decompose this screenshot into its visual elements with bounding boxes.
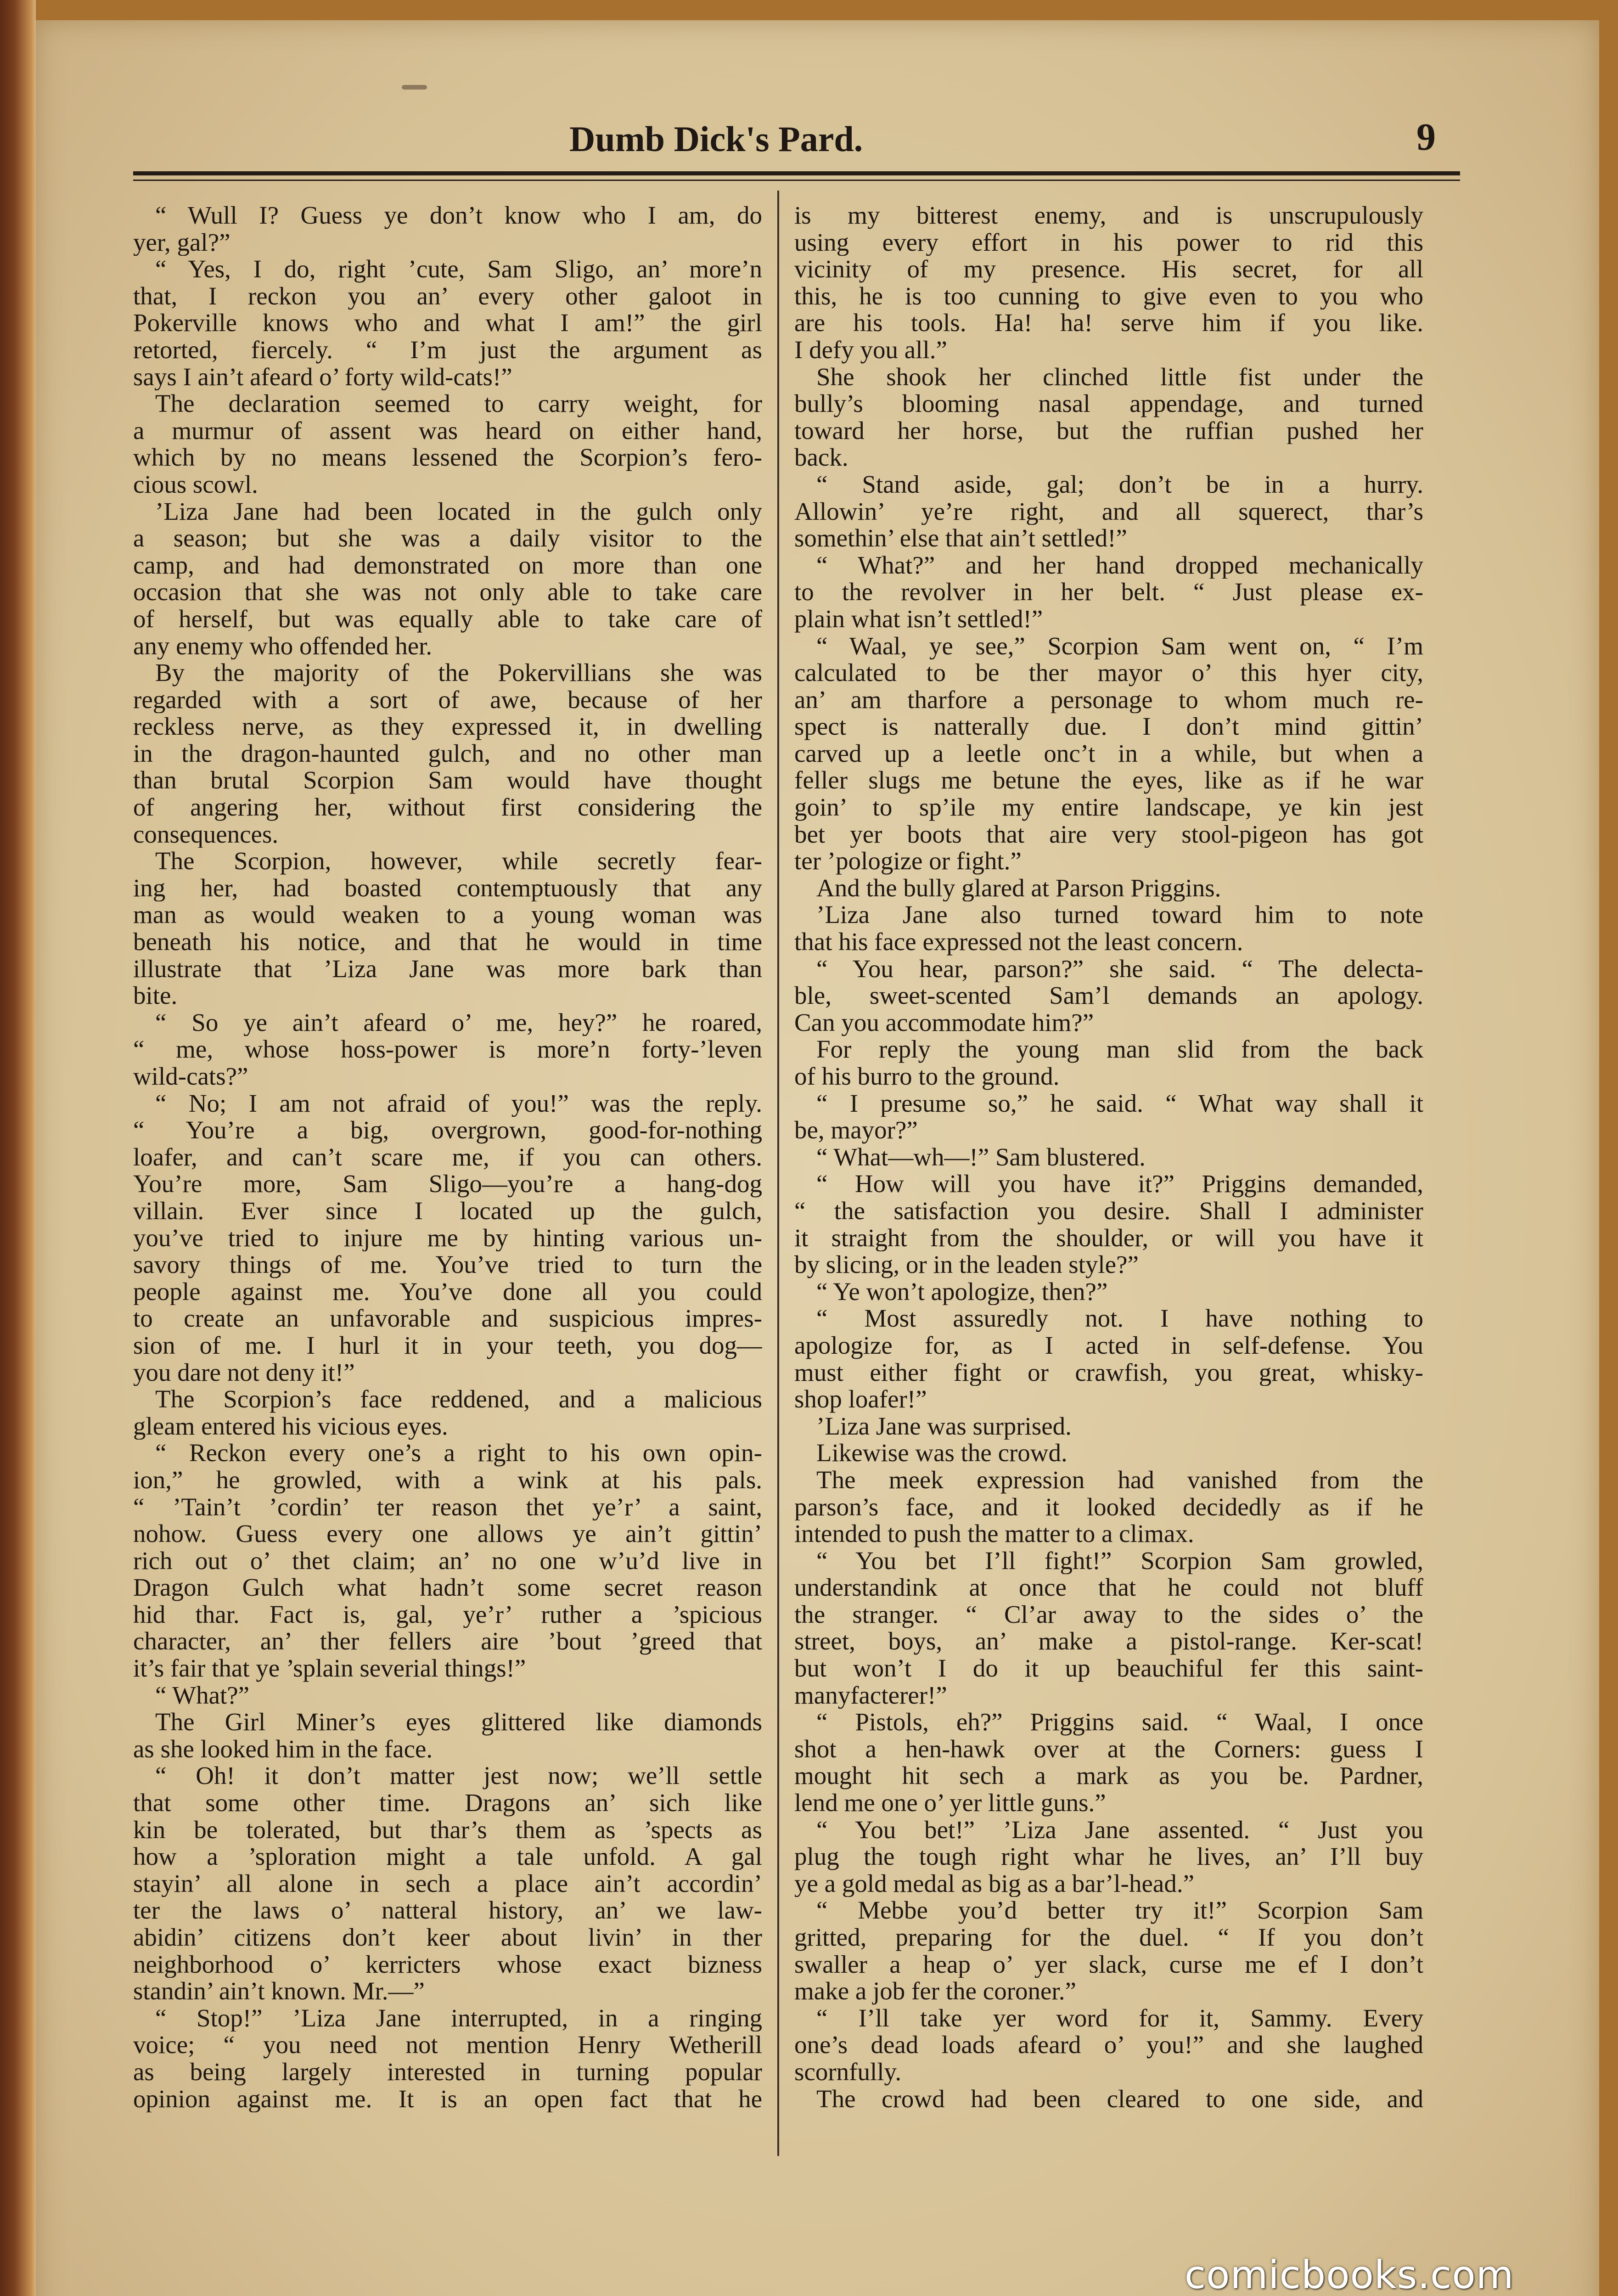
text-line: by slicing, or in the leaden style?” xyxy=(794,1251,1139,1278)
text-line: voice; “ you need not mention Henry Wetherill xyxy=(133,2032,762,2059)
text-line: The declaration seemed to carry weight, for xyxy=(155,390,762,417)
text-line: ing her, had boasted contemptuously that any xyxy=(133,874,762,902)
text-line: how a ’sploration might a tale unfold. A gal xyxy=(133,1843,762,1870)
text-line: “ You bet I’ll fight!” Scorpion Sam growled, xyxy=(816,1547,1423,1575)
text-line: The Scorpion, however, while secretly fear- xyxy=(155,848,762,875)
text-line: The Scorpion’s face reddened, and a malicious xyxy=(155,1386,762,1413)
text-line: abidin’ citizens don’t keer about livin’ in ther xyxy=(133,1924,762,1951)
text-line: as she looked him in the face. xyxy=(133,1735,433,1763)
text-line: a season; but she was a daily visitor to the xyxy=(133,525,762,552)
text-line: “ Pistols, eh?” Priggins said. “ Waal, I once xyxy=(816,1709,1423,1736)
text-line: an’ am tharfore a personage to whom much re- xyxy=(794,686,1423,714)
text-line: to create an unfavorable and suspicious impres- xyxy=(133,1305,762,1332)
text-line: yer, gal?” xyxy=(133,229,230,256)
text-line: neighborhood o’ kerricters whose exact bizness xyxy=(133,1951,762,1978)
text-line: lend me one o’ yer little guns.” xyxy=(794,1790,1106,1817)
text-line: I defy you all.” xyxy=(794,336,947,364)
text-line: By the majority of the Pokervillians she was xyxy=(155,659,762,687)
text-line: parson’s face, and it looked decidedly as if he xyxy=(794,1493,1423,1521)
text-line: scornfully. xyxy=(794,2058,902,2086)
text-line: swaller a heap o’ yer slack, curse me ef I don’t xyxy=(794,1951,1423,1978)
text-line: ter ’pologize or fight.” xyxy=(794,848,1022,875)
text-line: ter the laws o’ natteral history, an’ we law- xyxy=(133,1897,762,1924)
text-line: intended to push the matter to a climax. xyxy=(794,1520,1194,1548)
text-line: ion,” he growled, with a wink at his pals. xyxy=(133,1466,762,1494)
text-line: gritted, preparing for the duel. “ If you don’t xyxy=(794,1924,1423,1951)
text-line: camp, and had demonstrated on more than one xyxy=(133,551,762,579)
text-line: illustrate that ’Liza Jane was more bark than xyxy=(133,955,762,983)
text-line: that, I reckon you an’ every other galoot in xyxy=(133,282,762,310)
text-line: people against me. You’ve done all you could xyxy=(133,1278,762,1306)
text-line: opinion against me. It is an open fact that he xyxy=(133,2085,762,2113)
text-line: Likewise was the crowd. xyxy=(816,1440,1067,1467)
text-line: one’s dead loads afeard o’ you!” and she laughed xyxy=(794,2032,1423,2059)
text-line: to the revolver in her belt. “ Just please ex- xyxy=(794,579,1423,606)
text-line: but won’t I do it up beauchiful fer this saint- xyxy=(794,1655,1423,1682)
text-line: “ How will you have it?” Priggins demanded, xyxy=(816,1171,1423,1198)
text-line: street, boys, an’ make a pistol-range. Ker-scat! xyxy=(794,1628,1423,1655)
text-line: of his burro to the ground. xyxy=(794,1063,1060,1090)
text-line: “ the satisfaction you desire. Shall I administer xyxy=(794,1197,1423,1225)
text-line: “ So ye ain’t afeard o’ me, hey?” he roared, xyxy=(155,1009,762,1036)
text-line: reckless nerve, as they expressed it, in dwelling xyxy=(133,713,762,740)
text-line: “ Wull I? Guess ye don’t know who I am, do xyxy=(155,202,762,229)
text-line: “ Most assuredly not. I have nothing to xyxy=(816,1305,1423,1332)
text-line: which by no means lessened the Scorpion’s fero- xyxy=(133,444,762,471)
text-line: plug the tough right whar he lives, an’ I’ll buy xyxy=(794,1843,1423,1870)
text-line: you dare not deny it!” xyxy=(133,1359,355,1386)
text-line: make a job fer the coroner.” xyxy=(794,1978,1076,2005)
text-line: the stranger. “ Cl’ar away to the sides o’ the xyxy=(794,1601,1423,1628)
text-line: Allowin’ ye’re right, and all squerect, thar’s xyxy=(794,498,1423,525)
text-line: cious scowl. xyxy=(133,471,258,498)
column-divider xyxy=(777,191,779,2156)
text-line: manyfacterer!” xyxy=(794,1682,947,1709)
text-line: “ I presume so,” he said. “ What way shall it xyxy=(816,1090,1423,1117)
text-line: “ What?” xyxy=(155,1682,250,1709)
text-line: of herself, but was equally able to take care of xyxy=(133,605,762,633)
text-line: that some other time. Dragons an’ sich like xyxy=(133,1790,762,1817)
text-line: And the bully glared at Parson Priggins. xyxy=(816,874,1221,902)
text-line: consequences. xyxy=(133,821,279,848)
text-line: sion of me. I hurl it in your teeth, you dog— xyxy=(133,1332,762,1359)
running-title: Dumb Dick's Pard. xyxy=(569,119,863,159)
text-line: says I ain’t afeard o’ forty wild-cats!” xyxy=(133,363,512,391)
text-line: nohow. Guess every one allows ye ain’t gittin’ xyxy=(133,1520,762,1548)
text-line: “ You’re a big, overgrown, good-for-nothing xyxy=(133,1117,762,1144)
text-line: The Girl Miner’s eyes glittered like diamonds xyxy=(155,1709,762,1736)
header-rule-thin xyxy=(133,180,1460,181)
text-line: “ You hear, parson?” she said. “ The delecta- xyxy=(816,955,1423,983)
page-number: 9 xyxy=(1416,116,1436,158)
text-line: bite. xyxy=(133,982,178,1009)
text-line: “ me, whose hoss-power is more’n forty-’leven xyxy=(133,1036,762,1063)
text-line: vicinity of my presence. His secret, for all xyxy=(794,256,1423,283)
text-line: ble, sweet-scented Sam’l demands an apology. xyxy=(794,982,1423,1009)
text-line: a murmur of assent was heard on either hand, xyxy=(133,417,762,445)
text-line: in the dragon-haunted gulch, and no other man xyxy=(133,740,762,767)
text-line: plain what isn’t settled!” xyxy=(794,605,1043,633)
text-line: For reply the young man slid from the back xyxy=(816,1036,1423,1063)
text-line: calculated to be ther mayor o’ this hyer city, xyxy=(794,659,1423,687)
text-line: ’Liza Jane was surprised. xyxy=(816,1412,1072,1440)
text-line: of angering her, without first considering the xyxy=(133,794,762,821)
text-line: goin’ to sp’ile my entire landscape, ye kin jest xyxy=(794,794,1423,821)
text-line: be, mayor?” xyxy=(794,1117,918,1144)
text-line: You’re more, Sam Sligo—you’re a hang-dog xyxy=(133,1171,762,1198)
text-line: any enemy who offended her. xyxy=(133,632,433,660)
text-line: shop loafer!” xyxy=(794,1386,927,1413)
text-line: you’ve tried to injure me by hinting various un- xyxy=(133,1224,762,1252)
text-line: Can you accommodate him?” xyxy=(794,1009,1094,1036)
text-line: ’Liza Jane also turned toward him to note xyxy=(816,901,1423,929)
text-line: “ What?” and her hand dropped mechanically xyxy=(816,551,1423,579)
text-line: it straight from the shoulder, or will you have it xyxy=(794,1224,1423,1252)
text-line: must either fight or crawfish, you great, whisky- xyxy=(794,1359,1423,1386)
text-line: ’Liza Jane had been located in the gulch only xyxy=(155,498,762,525)
text-line: Dragon Gulch what hadn’t some secret reason xyxy=(133,1574,762,1601)
text-line: than brutal Scorpion Sam would have thought xyxy=(133,767,762,794)
text-line: “ ’Tain’t ’cordin’ ter reason thet ye’r’ a saint, xyxy=(133,1493,762,1521)
text-line: kin be tolerated, but thar’s them as ’spects as xyxy=(133,1816,762,1844)
text-line: “ Mebbe you’d better try it!” Scorpion Sam xyxy=(816,1897,1423,1924)
text-line: regarded with a sort of awe, because of her xyxy=(133,686,762,714)
text-line: “ Stop!” ’Liza Jane interrupted, in a ringing xyxy=(155,2004,762,2032)
text-line: villain. Ever since I located up the gulch, xyxy=(133,1197,762,1225)
text-line: “ You bet!” ’Liza Jane assented. “ Just you xyxy=(816,1816,1423,1844)
text-line: Pokerville knows who and what I am!” the girl xyxy=(133,310,762,337)
text-line: is my bitterest enemy, and is unscrupulously xyxy=(794,202,1423,229)
text-line: standin’ ain’t known. Mr.—” xyxy=(133,1978,425,2005)
text-line: “ Waal, ye see,” Scorpion Sam went on, “ I’m xyxy=(816,632,1423,660)
print-smudge xyxy=(402,85,427,90)
text-line: The meek expression had vanished from the xyxy=(816,1466,1423,1494)
text-line: feller slugs me betune the eyes, like as if he war xyxy=(794,767,1423,794)
text-line: bully’s blooming nasal appendage, and turned xyxy=(794,390,1423,417)
text-line: as being largely interested in turning popular xyxy=(133,2058,762,2086)
text-line: She shook her clinched little fist under the xyxy=(816,363,1423,391)
text-line: “ Reckon every one’s a right to his own opin- xyxy=(155,1440,762,1467)
text-line: loafer, and can’t scare me, if you can others. xyxy=(133,1143,762,1171)
text-line: “ Stand aside, gal; don’t be in a hurry. xyxy=(816,471,1423,498)
text-line: retorted, fiercely. “ I’m just the argument as xyxy=(133,336,762,364)
text-line: “ Yes, I do, right ’cute, Sam Sligo, an’ more’n xyxy=(155,256,762,283)
text-line: “ What—wh—!” Sam blustered. xyxy=(816,1143,1146,1171)
text-line: man as would weaken to a young woman was xyxy=(133,901,762,929)
text-line: “ I’ll take yer word for it, Sammy. Every xyxy=(816,2004,1423,2032)
text-line: “ No; I am not afraid of you!” was the reply. xyxy=(155,1090,762,1117)
text-line: wild-cats?” xyxy=(133,1063,248,1090)
text-line: shot a hen-hawk over at the Corners: guess I xyxy=(794,1735,1423,1763)
left-text-column xyxy=(133,202,762,2112)
text-line: toward her horse, but the ruffian pushed her xyxy=(794,417,1423,445)
text-line: spect is natterally due. I don’t mind gittin’ xyxy=(794,713,1423,740)
text-line: this, he is too cunning to give even to you who xyxy=(794,282,1423,310)
text-line: beneath his notice, and that he would in time xyxy=(133,929,762,956)
text-line: hid thar. Fact is, gal, ye’r’ ruther a ’spicious xyxy=(133,1601,762,1628)
text-line: understandink at once that he could not bluff xyxy=(794,1574,1423,1601)
text-line: “ Ye won’t apologize, then?” xyxy=(816,1278,1108,1306)
text-line: gleam entered his vicious eyes. xyxy=(133,1412,448,1440)
text-line: rich out o’ thet claim; an’ no one w’u’d live in xyxy=(133,1547,762,1575)
text-line: back. xyxy=(794,444,848,471)
text-line: occasion that she was not only able to take care xyxy=(133,579,762,606)
binding-edge xyxy=(0,0,36,2296)
text-line: that his face expressed not the least concern. xyxy=(794,929,1243,956)
watermark: comicbooks.com xyxy=(1185,2252,1514,2296)
text-line: are his tools. Ha! ha! serve him if you like. xyxy=(794,310,1423,337)
text-line: ye a gold medal as big as a bar’l-head.” xyxy=(794,1870,1194,1897)
text-line: it’s fair that ye ’splain severial things!” xyxy=(133,1655,526,1682)
text-line: apologize for, as I acted in self-defense. You xyxy=(794,1332,1423,1359)
text-line: stayin’ all alone in sech a place ain’t accordin’ xyxy=(133,1870,762,1897)
header-rule xyxy=(133,171,1460,175)
text-line: somethin’ else that ain’t settled!” xyxy=(794,525,1127,552)
right-text-column xyxy=(794,202,1423,2112)
text-line: savory things of me. You’ve tried to turn the xyxy=(133,1251,762,1278)
text-line: bet yer boots that aire very stool-pigeon has got xyxy=(794,821,1423,848)
text-line: using every effort in his power to rid this xyxy=(794,229,1423,256)
text-line: The crowd had been cleared to one side, and xyxy=(816,2085,1423,2113)
text-line: mought hit sech a mark as you be. Pardner, xyxy=(794,1762,1423,1790)
text-line: carved up a leetle onc’t in a while, but when a xyxy=(794,740,1423,767)
text-line: character, an’ ther fellers aire ’bout ’greed that xyxy=(133,1628,762,1655)
text-line: “ Oh! it don’t matter jest now; we’ll settle xyxy=(155,1762,762,1790)
